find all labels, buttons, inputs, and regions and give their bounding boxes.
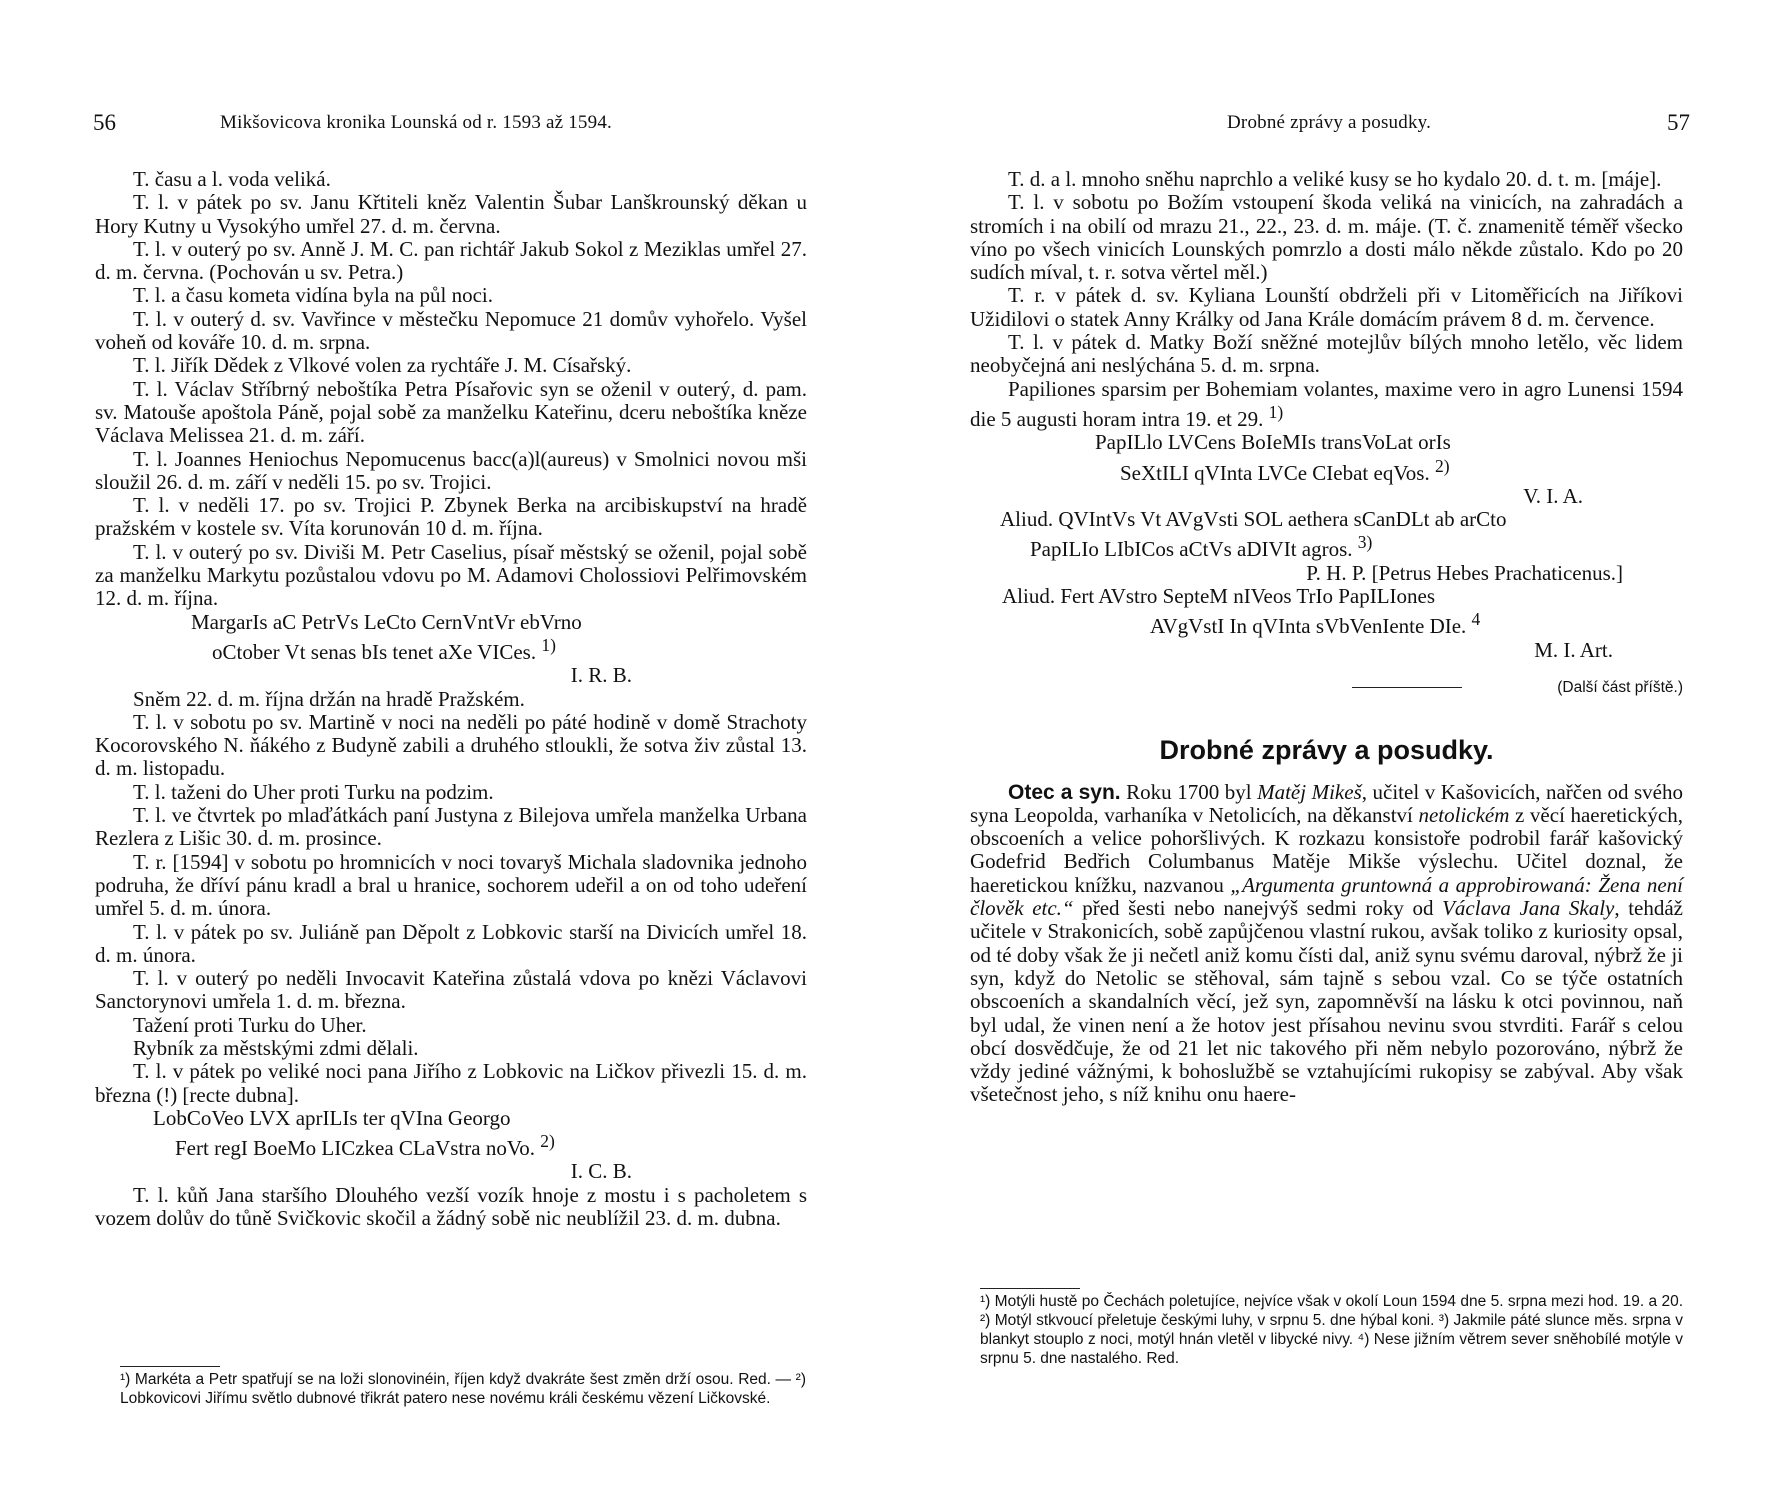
paragraph: T. l. v sobotu po sv. Martině v noci na neděli po páté hodině v domě Strachoty Kocorovského N. ňákého z Budyně zabili a druhého stloukli, že sotva živ zůstal 13. d. m. listopadu. xyxy=(95,709,807,781)
chronogram-line: SeXtILI qVInta LVCe CIebat eqVos. $^{2)}$ xyxy=(1120,455,1450,485)
paragraph: T. r. [1594] v sobotu po hromnicích v noci tovaryš Michala sladovnika jednoho podruha, že dříví pánu kradl a bral u hranice, sochorem udeřil a on od toho udeření umřel 5. d. m. února. xyxy=(95,849,807,921)
paragraph: T. l. ve čtvrtek po mlaďátkách paní Justyna z Bilejova umřela manželka Urbana Rezlera z Lišic 30. d. m. prosince. xyxy=(95,803,807,851)
chronogram-line: PapILIo LIbICos aCtVs aDIVIt agros. $^{3)}$ xyxy=(1030,532,1373,562)
footnote-rule xyxy=(120,1366,220,1367)
chronogram-line: LobCoVeo LVX aprILIs ter qVIna Georgo xyxy=(153,1105,511,1130)
running-head: Drobné zprávy a posudky. xyxy=(1227,112,1432,133)
paragraph: T. l. Joannes Heniochus Nepomucenus bacc(a)l(aureus) v Smolnici novou mši sloužil 26. d. m. září v neděli 15. po sv. Trojici. xyxy=(95,446,807,494)
paragraph: T. l. v outerý po sv. Anně J. M. C. pan richtář Jakub Sokol z Meziklas umřel 27. d. m. června. (Pochován u sv. Petra.) xyxy=(95,236,807,285)
continued-note: (Další část příště.) xyxy=(970,676,1683,699)
article-paragraph: Otec a syn. Roku 1700 byl Matěj Mikeš, učitel v Kašovicích, nařčen od svého syna Leopolda, varhaníka v Netolicích, na děkanství netolickém z věcí haeretických, obscoeních a velice pohoršlivých. K rozkazu konsistoře podrobil farář kašovický Godefrid Bedřich Columbanus Matěje Mikše výslechu. Učitel doznal, že haeretickou knížku, nazvanou „Argumenta gruntowná a approbirowaná: Žena není člověk etc.“ před šesti nebo nanejvýš sedmi roky od Václava Jana Skaly, tehdáž učitele v Strakonicích, sobě zapůjčenou vlastní rukou, avšak toliko z kuriosity opsal, od té doby však že ji nečetl aniž komu čísti dal, aniž synu svému daroval, nýbrž že ji syn, když do Netolic se stěhoval, sám tajně s sebou vzal. Co se týče ostatních obscoeních a skandalních věcí, jež syn, zapomněvší na lásku k otci povinnou, naň byl udal, že vinen není a že hotov jest přísahou nevinu svou stvrditi. Farář s celou obcí dosvědčuje, že od 21 let nic takového při něm nebylo pozorováno, nýbrž že vždy jediné vážnými, k bohoslužbě se vztahujícími rukopisy se zabýval. Aby však všetečnost jeho, s níž knihu onu haere- xyxy=(970,779,1684,1107)
footnote-ref: 2) xyxy=(540,1131,555,1152)
page-number: 56 xyxy=(93,110,116,135)
paragraph: T. l. v neděli 17. po sv. Trojici P. Zbynek Berka na arcibiskupství na hradě pražském v kostele sv. Víta korunován 10 d. m. října. xyxy=(95,493,807,541)
paragraph: Papiliones sparsim per Bohemiam volantes, maxime vero in agro Lunensi 1594 die 5 augusti horam intra 19. et 29. $^{1)}$ xyxy=(970,376,1683,431)
paragraph: T. l. v pátek po sv. Juliáně pan Děpolt z Lobkovic starší na Divicích umřel 18. d. m. února. xyxy=(95,919,807,967)
paragraph: T. l. a času kometa vidína byla na půl noci. xyxy=(133,283,494,308)
footnote-ref: 2) xyxy=(1434,455,1450,476)
chronogram-line: Aliud. QVIntVs Vt AVgVsti SOL aethera sCanDLt ab arCto xyxy=(1000,507,1507,532)
chronogram-line: PapILlo LVCens BoIeMIs transVoLat orIs xyxy=(1095,430,1451,455)
footnote-ref: 1) xyxy=(541,634,556,655)
section-title: Drobné zprávy a posudky. xyxy=(1159,735,1494,766)
chronogram-line: oCtober Vt senas bIs tenet aXe VICes. $^{1)}$ xyxy=(212,634,556,664)
place-name: netolickém xyxy=(1418,802,1510,827)
paragraph: T. l. taženi do Uher proti Turku na podzim. xyxy=(133,779,494,804)
paragraph: T. l. Jiřík Dědek z Vlkové volen za rychtáře J. M. Císařský. xyxy=(133,353,632,378)
signature: I. C. B. xyxy=(570,1159,632,1184)
chronogram-line: Aliud. Fert AVstro SepteM nIVeos TrIo PapILIones xyxy=(1002,584,1436,609)
paragraph: T. l. v pátek po sv. Janu Křtiteli kněz Valentin Šubar Lanškrounský děkan u Hory Kutny u Vysokýho umřel 27. d. m. června. xyxy=(95,190,807,238)
running-head: Mikšovicova kronika Lounská od r. 1593 až 1594. xyxy=(220,112,612,133)
footnote: ¹) Motýli hustě po Čechách poletujíce, nejvíce však v okolí Loun 1594 dne 5. srpna mezi hod. 19. a 20. ²) Motýl stkvoucí přeletuje českými luhy, v srpnu 5. dne hýbal koni. ³) Jakmile páté slunce měs. srpna v blankyt stouplo z noci, motýl hnán vletěl v libycké nivy. ⁴) Nese jižním větrem sever sněhobílé motýle v srpnu 5. dne nastalého. Red. xyxy=(980,1293,1683,1367)
footnote-ref: 4 xyxy=(1471,609,1481,630)
paragraph: T. l. v pátek d. Matky Boží sněžné motejlův bílých mnoho letělo, věc lidem neobyčejná ani neslýchána 5. d. m. srpna. xyxy=(970,330,1683,378)
divider xyxy=(1352,687,1462,688)
main-text xyxy=(970,168,1683,1107)
right-page xyxy=(890,0,1780,1500)
chronogram-line: AVgVstI In qVInta sVbVenIente DIe. $^4$ xyxy=(1150,609,1481,639)
footnote-ref: 3) xyxy=(1357,532,1373,553)
person-name: Václava Jana Skaly xyxy=(1442,896,1615,921)
paragraph: T. l. v outerý po sv. Diviši M. Petr Caselius, písař městský se oženil, pojal sobě za manželku Markytu pozůstalou vdovu po M. Adamovi Cholossiovi Pelřimovském 12. d. m. října. xyxy=(95,539,807,611)
paragraph: T. l. v outerý d. sv. Vavřince v městečku Nepomuce 21 domův vyhořelo. Vyšel voheň od kováře 10. d. m. srpna. xyxy=(95,306,807,355)
signature: M. I. Art. xyxy=(1534,637,1613,662)
person-name: Matěj Mikeš xyxy=(1257,779,1362,804)
paragraph: Sněm 22. d. m. října držán na hradě Pražském. xyxy=(133,686,525,711)
paragraph: T. l. v pátek po veliké noci pana Jiřího z Lobkovic na Ličkov přivezli 15. d. m. března (!) [recte dubna]. xyxy=(95,1059,807,1107)
paragraph: T. l. v outerý po neděli Invocavit Kateřina zůstalá vdova po knězi Václavovi Sanctorynovi umřela 1. d. m. března. xyxy=(95,966,807,1014)
signature: P. H. P. [Petrus Hebes Prachaticenus.] xyxy=(1306,560,1623,585)
paragraph: T. d. a l. mnoho sněhu naprchlo a veliké kusy se ho kydalo 20. d. t. m. [máje]. xyxy=(1008,167,1662,191)
paragraph: T. l. v sobotu po Božím vstoupení škoda veliká na vinicích, na zahradách a stromích i na obilí od mrazu 21., 22., 23. d. m. máje. (T. č. znamenitě téměř všecko víno po všech vinicích Lounských pomrzlo a dosti málo někde zůstalo. Kdo po 20 sudích míval, t. r. sotva věrtel měl.) xyxy=(970,190,1683,285)
chronogram-line: Fert regI BoeMo LICzkea CLaVstra noVo. $^{2)}$ xyxy=(175,1131,555,1161)
footnote-ref: 1) xyxy=(1268,401,1284,422)
book-title: „Argumenta gruntowná a approbirowaná: Žena není člověk etc.“ xyxy=(970,872,1683,921)
signature: V. I. A. xyxy=(1523,483,1583,508)
paragraph: T. času a l. voda veliká. xyxy=(133,167,331,191)
paragraph: T. l. kůň Jana staršího Dlouhého vezší vozík hnoje z mostu i s pacholetem s vozem dolův do tůně Svičkovic skočil a žádný sobě nic neublížil 23. d. m. dubna. xyxy=(95,1182,807,1231)
page-number: 57 xyxy=(1667,110,1690,135)
chronogram-line: MargarIs aC PetrVs LeCto CernVntVr ebVrno xyxy=(191,609,582,634)
main-text xyxy=(95,168,807,1230)
footnote: ¹) Markéta a Petr spatřují se na loži slonovinéin, říjen když dvakráte šest změn drží osou. Red. — ²) Lobkovicovi Jiřímu světlo dubnové třikrát patero nese novému králi českému vězení Ličkovské. xyxy=(120,1371,806,1407)
paragraph: T. l. Václav Stříbrný neboštíka Petra Písařovic syn se oženil v outerý, d. pam. sv. Matouše apoštola Páně, pojal sobě za manželku Kateřinu, dceru neboštíka kněze Václava Melissea 21. d. m. září. xyxy=(95,376,807,448)
paragraph: Tažení proti Turku do Uher. xyxy=(133,1012,367,1037)
signature: I. R. B. xyxy=(570,663,632,688)
footnote-rule xyxy=(980,1288,1080,1289)
paragraph: T. r. v pátek d. sv. Kyliana Lounští obdrželi při v Litoměřicích na Jiříkovi Užidilovi o statek Anny Králky od Jana Krále domácím právem 8 d. m. července. xyxy=(970,283,1683,331)
article-lead: Otec a syn. xyxy=(1008,780,1121,804)
paragraph: Rybník za městskými zdmi dělali. xyxy=(133,1035,419,1060)
